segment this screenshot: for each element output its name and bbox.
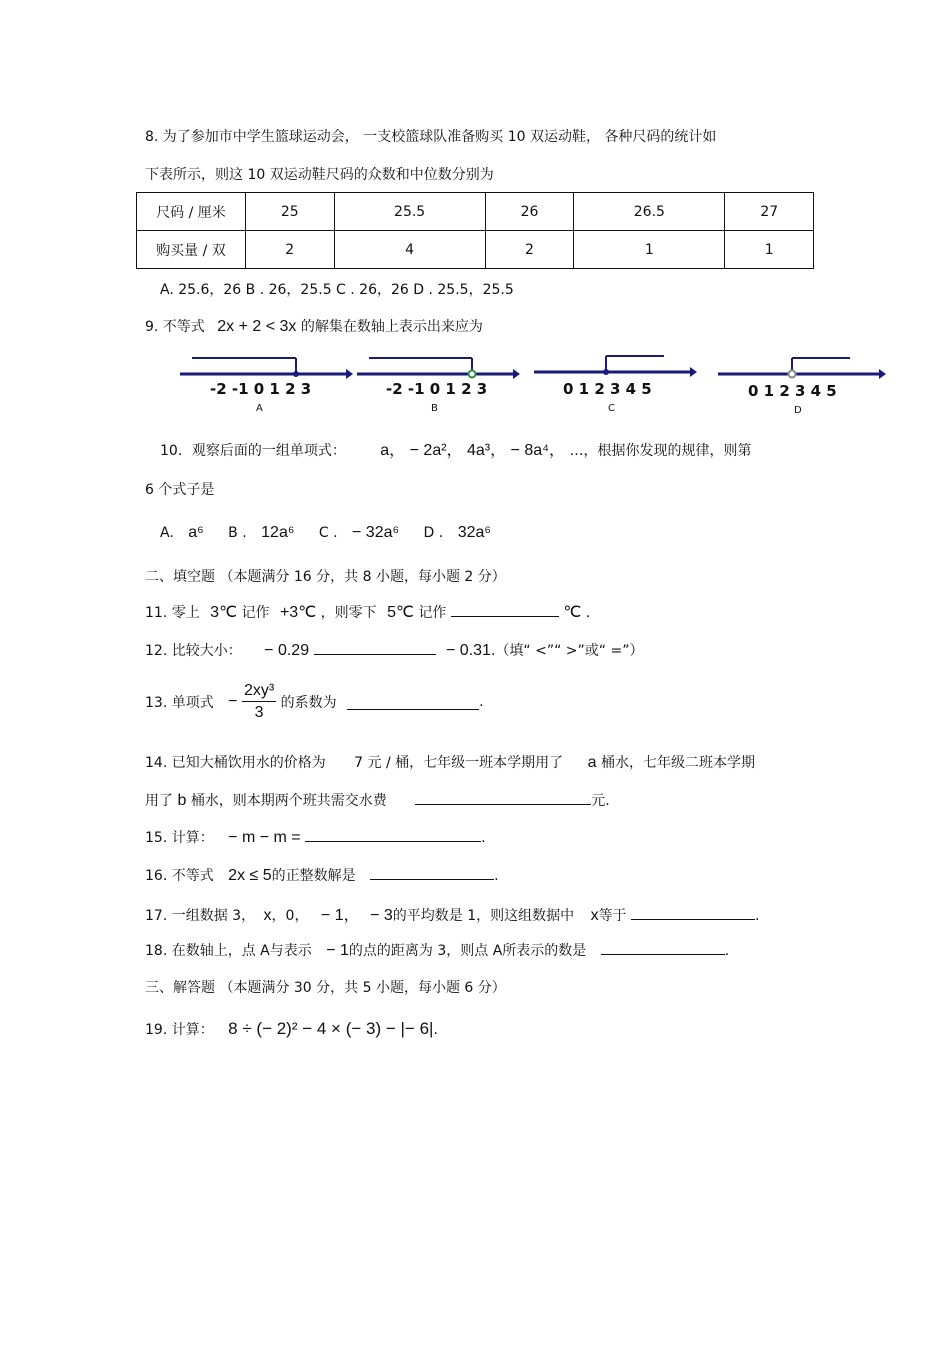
- q14-var-b: b: [177, 792, 187, 809]
- table-row: [137, 231, 814, 269]
- q13-answer-blank[interactable]: [347, 695, 479, 710]
- q13-fraction: [242, 682, 276, 722]
- q15-answer-blank[interactable]: [305, 827, 481, 842]
- q13-text: 的系数为: [280, 695, 337, 711]
- option-c-label: C .: [318, 525, 338, 541]
- table-cell: 26.5: [574, 193, 725, 231]
- number-line-b-label: B: [431, 403, 438, 414]
- q14-line2: [145, 790, 610, 810]
- q11-unit: ℃ .: [563, 604, 591, 621]
- q8-line2: 下表所示，则这 10 双运动鞋尺码的众数和中位数分别为: [145, 167, 494, 183]
- fraction-denominator: 3: [254, 704, 264, 721]
- option-b-value: 12a⁶: [261, 524, 295, 541]
- table-row: [137, 193, 814, 231]
- minus-sign: −: [228, 693, 238, 710]
- table-cell: 27: [725, 193, 814, 231]
- q18-answer-blank[interactable]: [601, 940, 725, 955]
- q17-text: ，0，: [271, 908, 309, 924]
- q14-text: 桶水，七年级二班本学期: [600, 755, 755, 771]
- q17-answer-blank[interactable]: [631, 905, 755, 920]
- number-line-d: [716, 352, 886, 382]
- number-line-a-label: A: [256, 403, 263, 414]
- size-table: [136, 192, 814, 269]
- option-a-value: a⁶: [188, 524, 204, 541]
- q11: [145, 602, 590, 622]
- number-line-d-label: D: [794, 405, 802, 416]
- table-cell: 2: [246, 231, 335, 269]
- option-d-value: 32a⁶: [457, 524, 491, 541]
- table-cell: 1: [725, 231, 814, 269]
- fraction-numerator: 2xy³: [242, 682, 276, 702]
- table-cell: 1: [574, 231, 725, 269]
- q14-text: 用了: [145, 793, 173, 809]
- q11-text: 11. 零上: [145, 605, 200, 621]
- option-d-label: D .: [423, 525, 444, 541]
- q14-text: 元.: [591, 793, 610, 809]
- option-b-label: B .: [228, 525, 247, 541]
- q11-text: 记作: [418, 605, 447, 621]
- number-line-c-label: C: [608, 403, 615, 414]
- q16-text: 16. 不等式: [145, 868, 214, 884]
- q12-text: 12. 比较大小：: [145, 643, 242, 659]
- q10-line2: 6 个式子是: [145, 482, 215, 498]
- number-line-d-ticks: 0 1 2 3 4 5: [748, 382, 837, 400]
- q8-line1: 8. 为了参加市中学生篮球运动会， 一支校篮球队准备购买 10 双运动鞋， 各种尺码的统计如: [145, 129, 717, 145]
- q14-text: 桶水，则本期两个班共需交水费: [190, 793, 387, 809]
- q12: [145, 640, 643, 660]
- q10-stem: [160, 437, 751, 460]
- q16: 16. 不等式 2x ≤ 5的正整数解是 .: [145, 867, 499, 884]
- section-2-heading: 二、填空题 （本题满分 16 分，共 8 小题，每小题 2 分）: [145, 569, 506, 585]
- q11-text: 记作: [241, 605, 270, 621]
- q13-text: 13. 单项式: [145, 695, 214, 711]
- q12-answer-blank[interactable]: [314, 640, 436, 655]
- table-cell: 购买量 / 双: [137, 231, 246, 269]
- q10-prefix: 10．观察后面的一组单项式：: [160, 443, 346, 459]
- q14-answer-blank[interactable]: [415, 790, 591, 805]
- q16-expression: 2x ≤ 5: [228, 867, 272, 884]
- table-cell: 4: [334, 231, 485, 269]
- number-line-c: [532, 350, 697, 380]
- q18-text: 18. 在数轴上，点 A与表示: [145, 943, 312, 959]
- q12-value-a: − 0.29: [264, 642, 310, 659]
- q17: 17. 一组数据 3， x，0， − 1， − 3的平均数是 1，则这组数据中 x等于 .: [145, 907, 760, 924]
- q17-text: 等于: [598, 908, 627, 924]
- number-line-b: [355, 352, 520, 382]
- option-c-value: − 32a⁶: [352, 524, 400, 541]
- section-3-heading: 三、解答题 （本题满分 30 分，共 5 小题，每小题 6 分）: [145, 980, 506, 996]
- table-cell: 25.5: [334, 193, 485, 231]
- q14-line1: [145, 752, 755, 772]
- q17-text: 17. 一组数据 3，: [145, 908, 256, 924]
- q17-value: − 3: [370, 907, 393, 924]
- q18: 18. 在数轴上，点 A与表示 − 1的点的距离为 3，则点 A所表示的数是 .: [145, 942, 730, 959]
- q11-value: 3℃: [210, 604, 238, 621]
- q12-text: .（填“ <”“ >”或“ =”）: [490, 643, 644, 659]
- q11-text: ，则零下: [320, 605, 377, 621]
- q12-value-b: − 0.31: [446, 642, 491, 659]
- table-cell: 25: [246, 193, 335, 231]
- q11-value: +3℃: [279, 604, 317, 621]
- number-line-c-ticks: 0 1 2 3 4 5: [563, 380, 652, 398]
- q14-text: 14. 已知大桶饮用水的价格为: [145, 755, 326, 771]
- q8-options: A. 25.6，26 B . 26，25.5 C . 26，26 D . 25.5，25.5: [160, 282, 514, 298]
- option-a-label: A.: [160, 525, 174, 541]
- q9-suffix: 的解集在数轴上表示出来应为: [300, 319, 483, 335]
- q11-answer-blank[interactable]: [451, 602, 559, 617]
- q18-text: 的点的距离为 3，则点 A所表示的数是: [348, 943, 587, 959]
- q15-expression: − m − m =: [228, 829, 301, 846]
- number-line-a: [178, 352, 353, 382]
- q10-terms: a， − 2a²， 4a³， − 8a⁴，: [380, 442, 566, 459]
- q9-stem: [145, 316, 483, 336]
- q19-expression: 8 ÷ (− 2)² − 4 × (− 3) − |− 6|: [228, 1019, 434, 1038]
- q15: 15. 计算： − m − m = .: [145, 829, 486, 846]
- number-line-a-ticks: -2 -1 0 1 2 3: [210, 380, 312, 398]
- q18-value: − 1: [326, 942, 349, 959]
- q17-text: 的平均数是 1，则这组数据中: [392, 908, 575, 924]
- q19-text: 19. 计算：: [145, 1022, 214, 1038]
- q9-prefix: 9. 不等式: [145, 319, 205, 335]
- table-cell: 2: [485, 231, 574, 269]
- q15-text: 15. 计算：: [145, 830, 214, 846]
- number-line-b-ticks: -2 -1 0 1 2 3: [386, 380, 488, 398]
- q14-text: 7 元 / 桶，七年级一班本学期用了: [354, 755, 564, 771]
- q10-suffix: …，根据你发现的规律，则第: [569, 443, 752, 459]
- q9-expression: 2x + 2 < 3x: [217, 318, 297, 335]
- q14-var-a: a: [587, 754, 597, 771]
- q17-value: − 1，: [320, 907, 360, 924]
- q17-var-x: x: [590, 907, 599, 924]
- q17-var-x: x: [263, 907, 272, 924]
- table-cell: 尺码 / 厘米: [137, 193, 246, 231]
- q11-value: 5℃: [387, 604, 414, 621]
- q16-answer-blank[interactable]: [370, 865, 494, 880]
- q13: 13. 单项式 − $\frac{\text{2xy³}}{3}$ 的系数为 .: [145, 682, 484, 721]
- table-cell: 26: [485, 193, 574, 231]
- q16-text: 的正整数解是: [271, 868, 356, 884]
- q10-options: [160, 524, 491, 542]
- q19: 19. 计算： 8 ÷ (− 2)² − 4 × (− 3) − |− 6|.: [145, 1019, 438, 1038]
